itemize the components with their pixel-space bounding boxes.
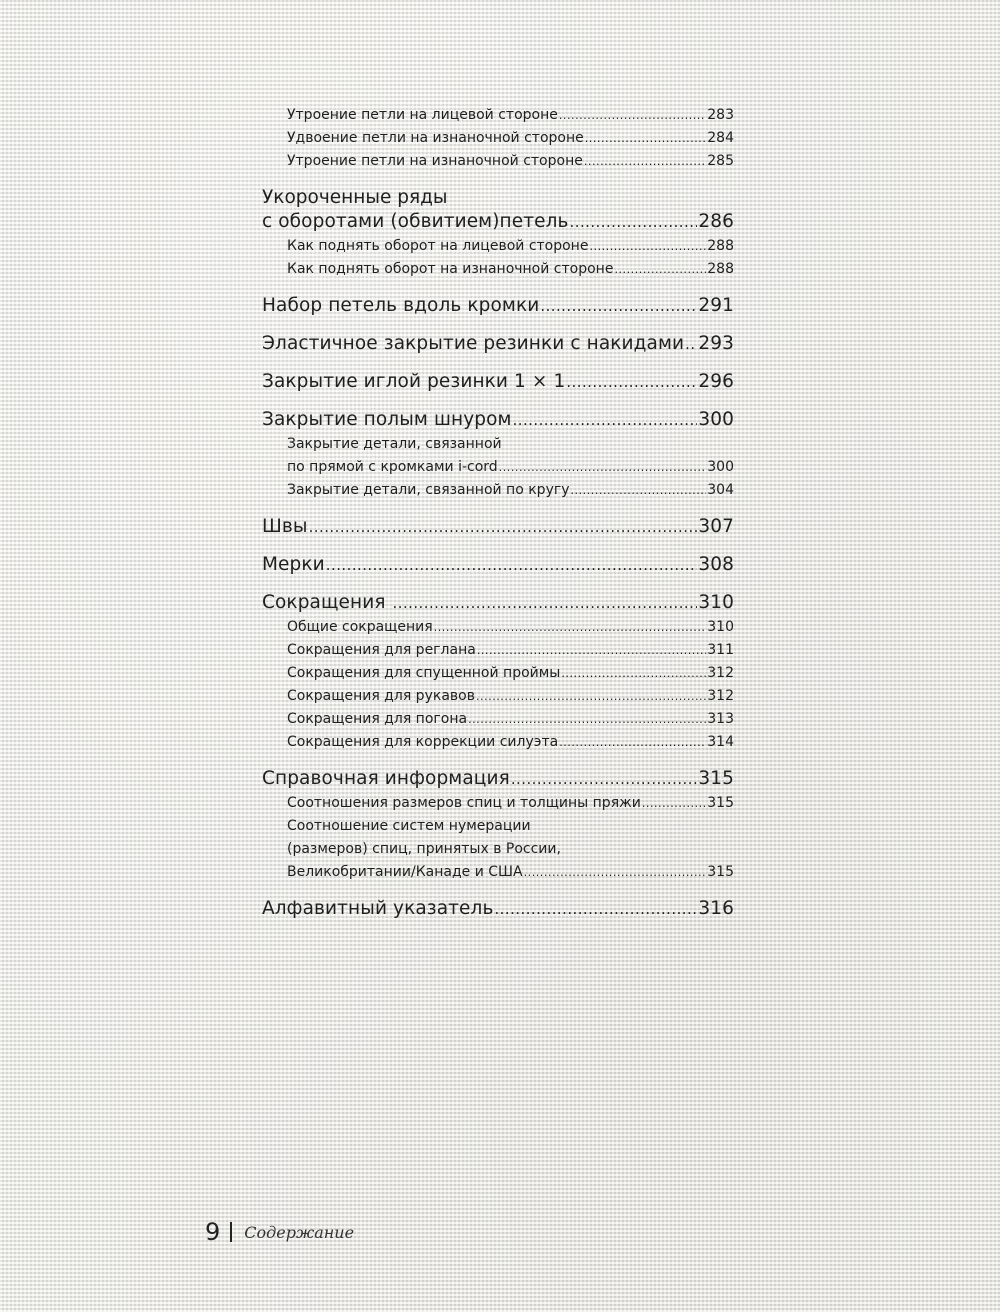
toc-entry[interactable] — [262, 210, 734, 235]
toc-entry[interactable] — [262, 479, 734, 502]
toc-entry[interactable] — [262, 708, 734, 731]
toc-entry-title: Сокращения для рукавов — [287, 688, 475, 704]
leader-dots — [494, 898, 697, 922]
leader-dots — [561, 662, 706, 685]
toc-entry[interactable] — [262, 767, 734, 792]
toc-entry-title: Закрытие полым шнуром — [262, 409, 512, 430]
toc-entry-page: 300 — [707, 459, 734, 475]
leader-dots — [309, 516, 698, 540]
leader-dots — [511, 768, 698, 792]
toc-entry-title: Сокращения для спущенной проймы — [287, 665, 561, 681]
section-name: Содержание — [244, 1222, 355, 1242]
toc-entry-page: 288 — [707, 238, 734, 254]
toc-entry[interactable] — [262, 685, 734, 708]
toc-entry-title: Закрытие детали, связанной по кругу — [287, 482, 570, 498]
leader-dots — [468, 708, 706, 731]
toc-entry-page: 314 — [707, 734, 734, 750]
toc-entry-page: 312 — [707, 688, 734, 704]
toc-entry-page: 284 — [707, 130, 734, 146]
leader-dots — [642, 792, 706, 815]
leader-dots — [559, 731, 706, 754]
page-number: 9 — [205, 1218, 221, 1246]
toc-entry[interactable] — [262, 235, 734, 258]
leader-dots — [476, 685, 706, 708]
leader-dots — [566, 371, 697, 395]
toc-entry-page: 293 — [698, 333, 734, 354]
leader-dots — [685, 333, 697, 357]
toc-entry[interactable] — [262, 861, 734, 884]
footer-divider — [230, 1222, 232, 1242]
leader-dots — [326, 554, 698, 578]
toc-entry-title: Сокращения — [262, 592, 392, 613]
toc-entry-page: 312 — [707, 665, 734, 681]
leader-dots — [585, 127, 707, 150]
toc-entry-title: Как поднять оборот на лицевой стороне — [287, 238, 589, 254]
toc-entry[interactable] — [262, 639, 734, 662]
toc-entry-page: 291 — [698, 295, 734, 316]
toc-entry-page: 315 — [707, 864, 734, 880]
leader-dots — [540, 295, 697, 319]
toc-entry-title-line: Соотношение систем нумерации — [287, 818, 531, 834]
toc-entry-title: Алфавитный указатель — [262, 898, 494, 919]
toc-entry[interactable] — [262, 370, 734, 395]
page-footer — [205, 1218, 354, 1246]
toc-entry-title: Соотношения размеров спиц и толщины пряжи — [287, 795, 641, 811]
toc-entry-title: Мерки — [262, 554, 325, 575]
leader-dots — [434, 616, 707, 639]
leader-dots — [513, 409, 698, 433]
leader-dots — [477, 639, 706, 662]
toc-entry-title: по прямой с кромками i-cord — [287, 459, 498, 475]
toc-entry[interactable] — [262, 150, 734, 173]
toc-entry-title: Сокращения для реглана — [287, 642, 476, 658]
toc-entry-page: 283 — [707, 107, 734, 123]
toc-entry-page: 315 — [698, 768, 734, 789]
toc-entry-title: Великобритании/Канаде и США — [287, 864, 523, 880]
toc-entry-page: 315 — [707, 795, 734, 811]
toc-entry-title-line: Укороченные ряды — [262, 187, 448, 208]
toc-entry[interactable] — [262, 662, 734, 685]
toc-entry[interactable] — [262, 515, 734, 540]
toc-entry-title: с оборотами (обвитием)петель — [262, 211, 569, 232]
toc-entry-title-line: Закрытие детали, связанной — [287, 436, 502, 452]
toc-entry-title: Удвоение петли на изнаночной стороне — [287, 130, 584, 146]
toc-entry-page: 285 — [707, 153, 734, 169]
toc-entry[interactable] — [262, 897, 734, 922]
toc-entry-page: 307 — [698, 516, 734, 537]
toc-entry[interactable] — [262, 553, 734, 578]
toc-entry-title: Как поднять оборот на изнаночной стороне — [287, 261, 614, 277]
toc-entry-title: Эластичное закрытие резинки с накидами — [262, 333, 685, 354]
leader-dots — [571, 479, 707, 502]
leader-dots — [524, 861, 707, 884]
toc-entry-title: Справочная информация — [262, 768, 510, 789]
toc-entry[interactable] — [262, 591, 734, 616]
toc-entry-title: Швы — [262, 516, 308, 537]
toc-entry-title: Сокращения для коррекции силуэта — [287, 734, 559, 750]
toc-entry-title: Утроение петли на изнаночной стороне — [287, 153, 583, 169]
toc-entry-title: Набор петель вдоль кромки — [262, 295, 540, 316]
toc-entry-title: Утроение петли на лицевой стороне — [287, 107, 558, 123]
toc-entry-page: 308 — [698, 554, 734, 575]
toc-entry[interactable] — [262, 408, 734, 433]
toc-entry[interactable] — [262, 792, 734, 815]
leader-dots — [393, 592, 698, 616]
leader-dots — [559, 104, 706, 127]
leader-dots — [589, 235, 706, 258]
toc-entry-page: 304 — [707, 482, 734, 498]
leader-dots — [570, 211, 698, 235]
toc-entry-page: 316 — [698, 898, 734, 919]
leader-dots — [499, 456, 707, 479]
toc-entry-page: 300 — [698, 409, 734, 430]
toc-entry-page: 310 — [698, 592, 734, 613]
toc-entry-title-line: (размеров) спиц, принятых в России, — [287, 841, 561, 857]
toc-entry-page: 311 — [707, 642, 734, 658]
leader-dots — [584, 150, 706, 173]
toc-entry[interactable] — [262, 332, 734, 357]
toc-entry[interactable] — [262, 258, 734, 281]
toc-entry[interactable] — [262, 616, 734, 639]
toc-entry-page: 313 — [707, 711, 734, 727]
toc-entry[interactable] — [262, 294, 734, 319]
toc-entry[interactable] — [262, 127, 734, 150]
toc-entry[interactable] — [262, 456, 734, 479]
toc-entry-title: Сокращения для погона — [287, 711, 468, 727]
toc-entry-title: Общие сокращения — [287, 619, 433, 635]
table-of-contents — [262, 104, 734, 922]
toc-entry-page: 288 — [707, 261, 734, 277]
toc-entry-page: 310 — [707, 619, 734, 635]
toc-entry-title: Закрытие иглой резинки 1 × 1 — [262, 371, 566, 392]
toc-entry-page: 296 — [698, 371, 734, 392]
leader-dots — [614, 258, 706, 281]
toc-entry-page: 286 — [698, 211, 734, 232]
toc-entry[interactable] — [262, 104, 734, 127]
toc-entry[interactable] — [262, 731, 734, 754]
